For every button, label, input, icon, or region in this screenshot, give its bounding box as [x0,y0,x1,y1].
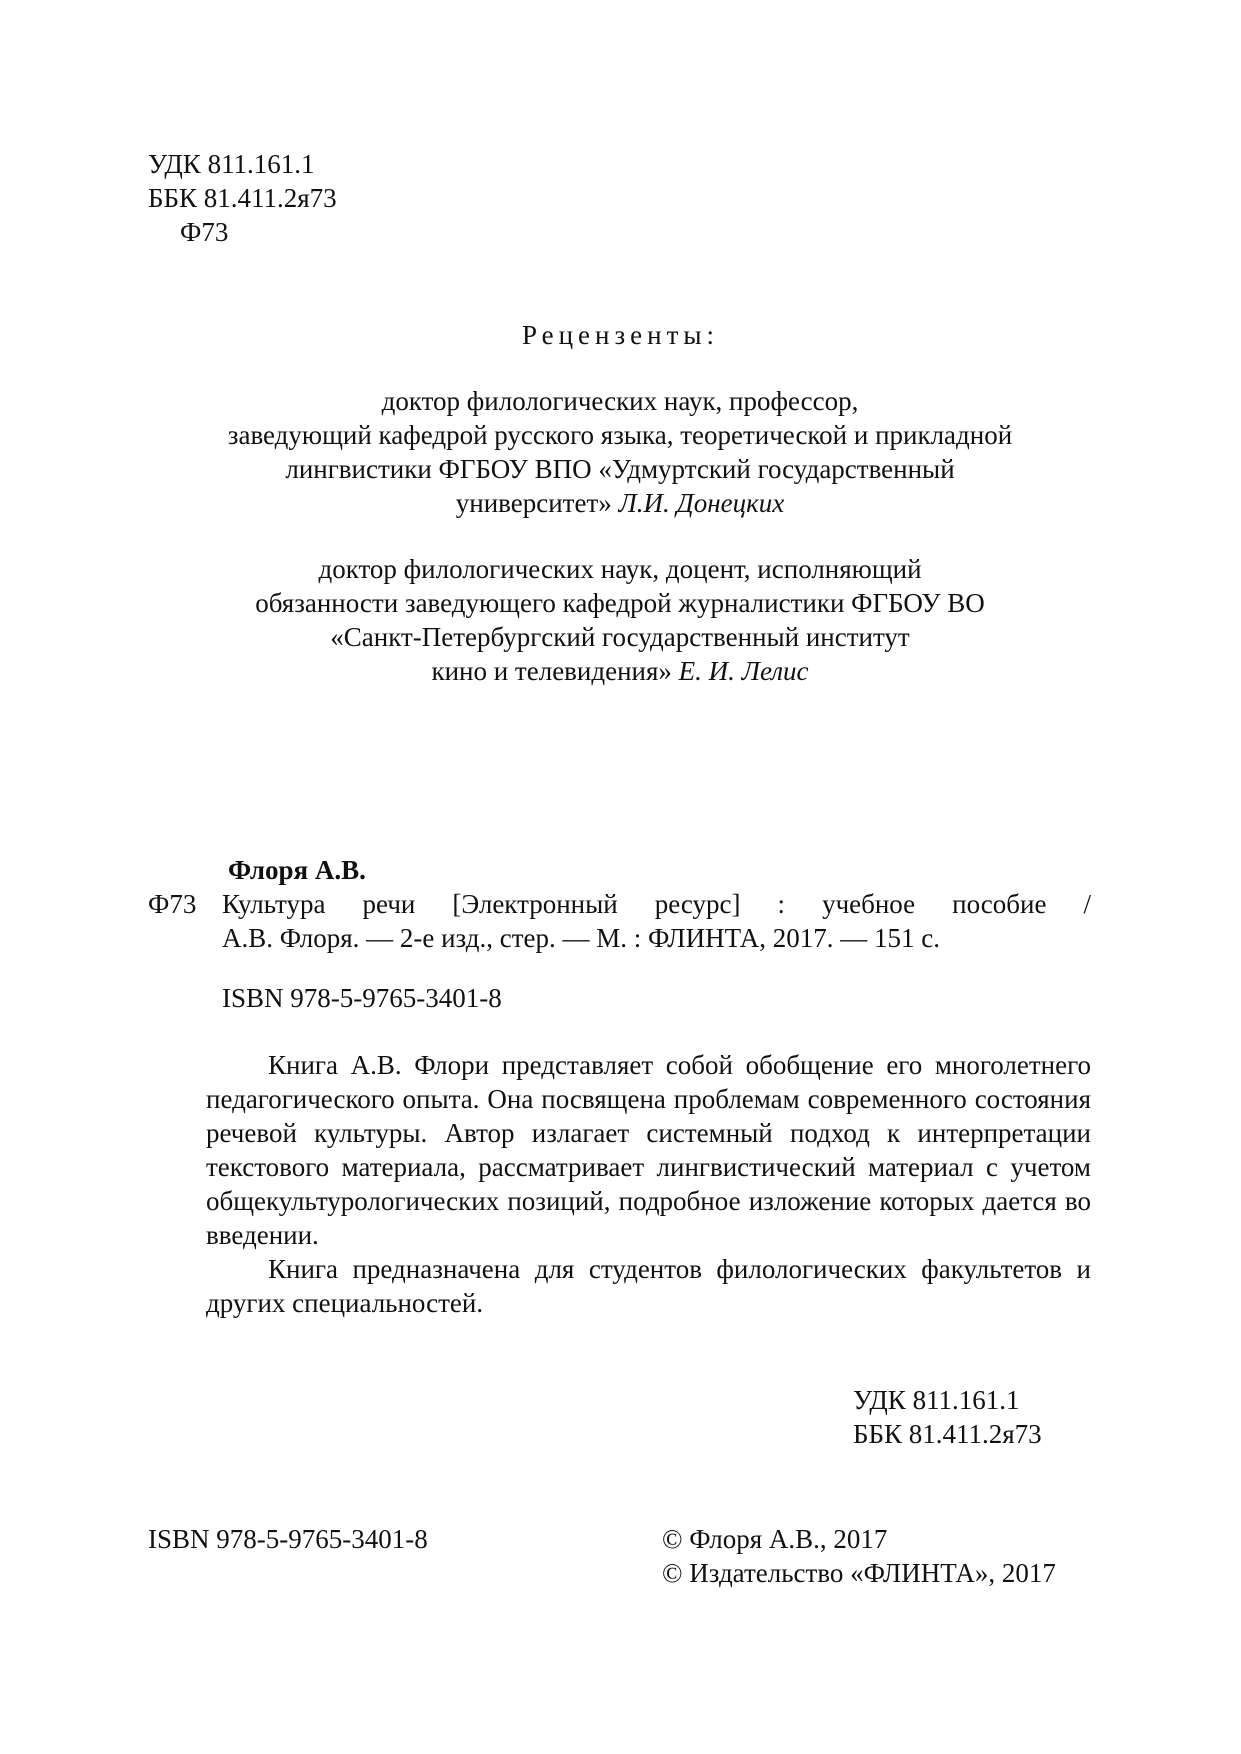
bib-word: [Электронный [452,889,618,919]
classification-block [148,147,337,249]
reviewer-2-line-3: «Санкт-Петербургский государственный институт [330,622,910,652]
bbk-code: ББК 81.411.2я73 [148,183,337,213]
reviewers-heading: Рецензенты: [521,320,720,350]
record-isbn: ISBN 978-5-9765-3401-8 [222,983,502,1013]
bib-word: ресурс] [654,889,741,919]
footer-udk: УДК 811.161.1 [853,1385,1020,1415]
reviewer-1-affiliation-end: университет» [455,488,612,518]
annotation-paragraph-2: Книга предназначена для студентов филологических факультетов и других специальностей. [206,1254,1091,1318]
bib-title-line [222,887,1091,921]
udk-code: УДК 811.161.1 [148,149,315,179]
bib-word: : [777,889,786,919]
record-code: Ф73 [148,889,197,919]
reviewer-1-line-4 [140,486,1100,520]
author-code: Ф73 [180,217,229,247]
reviewer-2 [140,552,1100,688]
reviewer-2-affiliation-end: кино и телевидения» [431,656,672,686]
annotation [206,1048,1091,1320]
footer-isbn: ISBN 978-5-9765-3401-8 [148,1524,428,1554]
copyright-author: © Флоря А.В., 2017 [662,1524,888,1554]
reviewer-1-line-3: лингвистики ФГБОУ ВПО «Удмуртский государственный [285,454,955,484]
reviewer-2-name: Е. И. Лелис [678,656,809,686]
annotation-paragraph-1: Книга А.В. Флори представляет собой обобщение его многолетнего педагогического опыта. Она посвящена проблемам современного состояния речевой культуры. Автор излагает системный подход к интерпретации текстового материала, рассматривает лингвистический материал с учетом общекультурологических позиций, подробное изложение которых дается во введении. [206,1050,1091,1250]
bib-word: Культура [222,889,326,919]
reviewer-1 [140,384,1100,520]
reviewer-1-line-2: заведующий кафедрой русского языка, теоретической и прикладной [227,420,1013,450]
copyright-block [662,1522,1056,1590]
footer-bbk: ББК 81.411.2я73 [853,1419,1042,1449]
reviewer-1-line-1: доктор филологических наук, профессор, [381,386,859,416]
reviewer-2-line-1: доктор филологических наук, доцент, исполняющий [318,554,922,584]
bib-word: речи [362,889,416,919]
reviewer-2-line-2: обязанности заведующего кафедрой журналистики ФГБОУ ВО [255,588,985,618]
footer-classification [853,1383,1042,1451]
bib-word: / [1083,889,1091,919]
bib-word: учебное [822,889,916,919]
bibliographic-description [222,887,1091,955]
record-author: Флоря А.В. [228,855,366,885]
copyright-publisher: © Издательство «ФЛИНТА», 2017 [662,1558,1056,1588]
reviewer-2-line-4 [140,654,1100,688]
reviewer-1-name: Л.И. Донецких [618,488,785,518]
bib-imprint-line: А.В. Флоря. — 2-е изд., стер. — М. : ФЛИНТА, 2017. — 151 с. [222,923,940,953]
bib-word: пособие [952,889,1047,919]
